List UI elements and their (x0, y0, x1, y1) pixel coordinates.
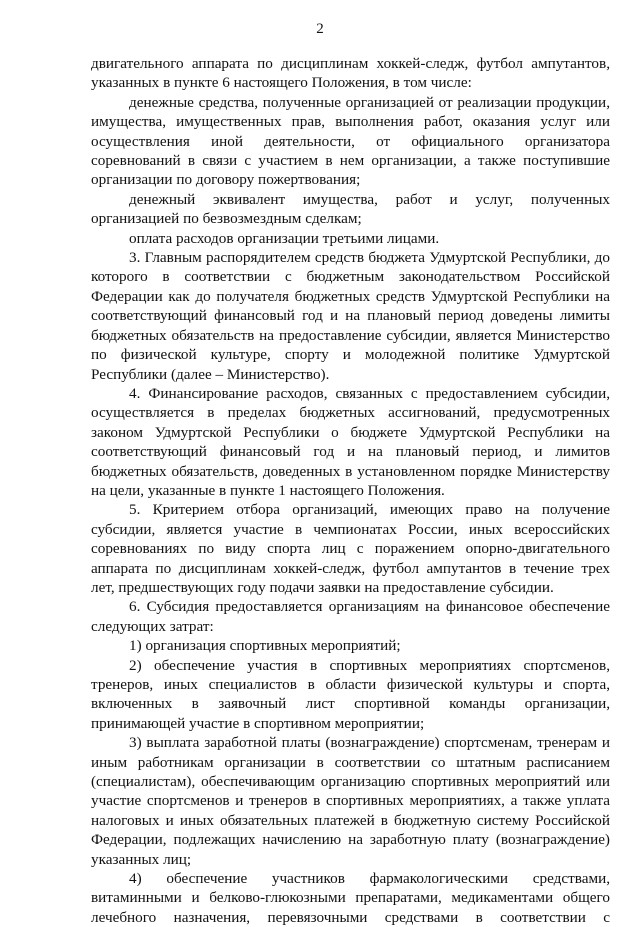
text-line: налоговых и иных обязательных платежей в бюджетную систему Российской (91, 811, 610, 829)
text-line: денежный эквивалент имущества, работ и услуг, полученных (129, 190, 610, 208)
text-line: бюджетных обязательств на предоставление субсидии, является Министерство (91, 326, 610, 344)
text-line: следующих затрат: (91, 617, 214, 635)
text-line: соревнованиях по виду спорта лиц с поражением опорно-двигательного (91, 540, 610, 558)
text-line: включенных в заявочный лист спортивной команды организации, (91, 695, 610, 713)
page-number: 2 (316, 21, 324, 37)
text-line: Федерации, подлежащих начислению на заработную плату (вознаграждение) (91, 831, 610, 849)
text-line: 2) обеспечение участия в спортивных мероприятиях спортсменов, (129, 656, 610, 674)
text-line: бюджетных обязательств, доведенных в установленном порядке Министерству (91, 462, 610, 480)
text-line: участие спортсменов и тренеров в спортивных мероприятиях, а также уплата (91, 792, 610, 810)
text-line: денежные средства, полученные организацией от реализации продукции, (129, 93, 610, 111)
text-line: иным работникам организации в соответствии со штатным расписанием (91, 753, 610, 771)
text-line: тренеров, иных специалистов в области физической культуры и спорта, (91, 676, 610, 693)
text-line: принимающей участие в спортивном мероприятии; (91, 714, 425, 732)
text-line: витаминными и белково-глюкозными препаратами, медикаментами общего (91, 889, 610, 907)
text-line: организации по договору пожертвования; (91, 171, 361, 189)
text-line: Федерации как до получателя бюджетных средств Удмуртской Республики на (91, 287, 610, 305)
text-line: двигательного аппарата по дисциплинам хоккей-следж, футбол ампутантов, (91, 55, 610, 72)
text-line: лет, предшествующих году подачи заявки на предоставление субсидии. (91, 578, 554, 596)
text-line: законом Удмуртской Республики о бюджете Удмуртской Республики на (91, 423, 610, 441)
text-line: соревнований в связи с участием в нем организации, а также поступившие (91, 152, 610, 170)
text-line: имущества, имущественных прав, выполнения работ, оказания услуг или (91, 113, 610, 131)
text-line: лечебного назначения, перевязочными средствами в соответствии с (91, 908, 610, 926)
text-line: соответствующий финансовый год и на плановый период, и лимитов (91, 443, 610, 461)
text-line: оплата расходов организации третьими лицами. (129, 229, 440, 247)
text-line: указанных лиц; (91, 850, 192, 868)
text-line: осуществления иной деятельности, от официального организатора (91, 132, 610, 150)
text-line: Республики (далее – Министерство). (91, 365, 330, 383)
text-line: субсидии, является участие в чемпионатах России, иных всероссийских (91, 520, 610, 538)
text-line: которого в соответствии с бюджетным законодательством Российской (91, 268, 610, 286)
text-line: соответствующий финансовый год и на плановый период доведены лимиты (91, 307, 610, 325)
text-line: на цели, указанные в пункте 1 настоящего Положения. (91, 481, 445, 499)
text-line: организацией по безвозмездным сделкам; (91, 210, 362, 228)
text-line: 3) выплата заработной платы (вознаграждение) спортсменам, тренерам и (129, 734, 610, 752)
text-line: по физической культуре, спорту и молодежной политике Удмуртской (91, 346, 610, 364)
text-line: 5. Критерием отбора организаций, имеющих право на получение (129, 501, 610, 519)
text-line: аппарата по дисциплинам хоккей-следж, футбол ампутантов в течение трех (91, 559, 610, 577)
text-line: указанных в пункте 6 настоящего Положения, в том числе: (91, 74, 472, 92)
text-line: 6. Субсидия предоставляется организациям на финансовое обеспечение (129, 598, 610, 616)
document-body (91, 54, 610, 927)
text-line: 3. Главным распорядителем средств бюджета Удмуртской Республики, до (129, 249, 610, 267)
text-line: 1) организация спортивных мероприятий; (129, 637, 401, 655)
text-line: 4. Финансирование расходов, связанных с предоставлением субсидии, (129, 384, 610, 402)
text-line: осуществляется в пределах бюджетных ассигнований, предусмотренных (91, 404, 610, 422)
text-line: (специалистам), обеспечивающим организацию спортивных мероприятий или (91, 773, 610, 791)
text-line: 4) обеспечение участников фармакологическими средствами, (129, 870, 610, 888)
